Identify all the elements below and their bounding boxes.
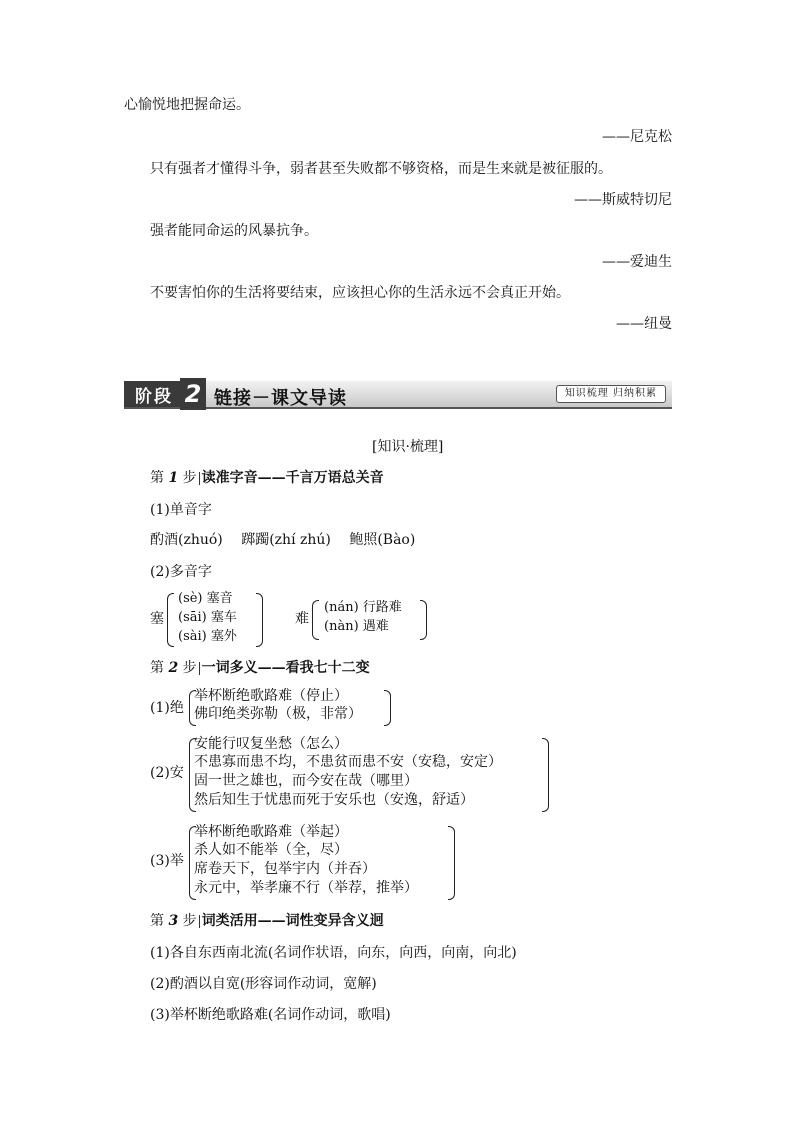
section-title: [知识·梳理] bbox=[372, 439, 444, 455]
polysemy-item: 然后知生于忧患而死于安乐也（安逸，舒适） bbox=[194, 792, 474, 808]
step-suffix: 步 bbox=[182, 660, 197, 676]
single-title: (1)单音字 bbox=[150, 502, 212, 518]
banner-tag: 知识梳理 归纳积累 bbox=[556, 385, 666, 403]
right-brace bbox=[384, 690, 391, 726]
polysemy-item: 举杯断绝歌路难（停止） bbox=[194, 688, 348, 704]
polysemy-item: 杀人如不能举（全，尽） bbox=[194, 842, 348, 858]
polysemy-item: 永元中，举孝廉不行（举荐，推举） bbox=[194, 880, 418, 896]
polysemy-item: 举杯断绝歌路难（举起） bbox=[194, 824, 348, 840]
step-prefix: 第 bbox=[150, 470, 164, 486]
polysemy-item: 安能行叹复坐愁（怎么） bbox=[194, 736, 348, 752]
quote-text: 只有强者才懂得斗争，弱者甚至失败都不够资格，而是生来就是被征服的。 bbox=[150, 161, 612, 177]
sai-item: (sāi) 塞车 bbox=[178, 610, 237, 625]
step-number: 2 bbox=[168, 660, 179, 676]
banner-label: 阶段 bbox=[124, 381, 184, 407]
section-banner bbox=[124, 381, 672, 409]
quote-text: 心愉悦地把握命运。 bbox=[124, 97, 250, 113]
banner-number: 2 bbox=[180, 378, 206, 410]
usage-item: (1)各自东西南北流(名词作状语，向东，向西，向南，向北) bbox=[150, 945, 517, 961]
step-title: 词类活用——词性变异含义迥 bbox=[201, 913, 384, 929]
sai-item: (sè) 塞音 bbox=[178, 591, 233, 606]
step-title: 一词多义——看我七十二变 bbox=[201, 660, 370, 676]
polysemy-label: (2)安 bbox=[150, 765, 184, 781]
right-brace bbox=[256, 593, 263, 647]
step-number: 3 bbox=[168, 913, 179, 929]
step-prefix: 第 bbox=[150, 913, 164, 929]
single-items: 酌酒(zhuó) 踯躅(zhí zhú) 鲍照(Bào) bbox=[150, 532, 416, 548]
step-suffix: 步 bbox=[182, 913, 197, 929]
polysemy-label: (1)绝 bbox=[150, 700, 184, 716]
step1-heading bbox=[150, 471, 384, 485]
nan-item: (nán) 行路难 bbox=[324, 600, 402, 615]
right-brace bbox=[542, 738, 549, 812]
nan-char: 难 bbox=[295, 611, 309, 627]
step2-heading bbox=[150, 661, 370, 675]
step3-heading bbox=[150, 914, 384, 928]
sai-char: 塞 bbox=[150, 611, 164, 627]
sai-item: (sài) 塞外 bbox=[178, 629, 237, 644]
step-suffix: 步 bbox=[182, 470, 197, 486]
step-number: 1 bbox=[168, 470, 179, 486]
nan-item: (nàn) 遇难 bbox=[324, 619, 389, 634]
right-brace bbox=[448, 826, 455, 900]
usage-item: (2)酌酒以自宽(形容词作动词，宽解) bbox=[150, 976, 377, 992]
quote-text: 强者能同命运的风暴抗争。 bbox=[150, 223, 318, 239]
quote-author: ——斯威特切尼 bbox=[574, 192, 672, 208]
quote-author: ——尼克松 bbox=[602, 129, 672, 145]
polysemy-item: 席卷天下，包举宇内（并吞） bbox=[194, 861, 376, 877]
left-brace bbox=[167, 593, 174, 647]
polysemy-item: 固一世之雄也，而今安在哉（哪里） bbox=[194, 773, 418, 789]
step-prefix: 第 bbox=[150, 660, 164, 676]
banner-title: 链接－课文导读 bbox=[214, 388, 347, 409]
right-brace bbox=[420, 600, 427, 640]
polysemy-label: (3)举 bbox=[150, 853, 184, 869]
usage-item: (3)举杯断绝歌路难(名词作动词，歌唱) bbox=[150, 1007, 391, 1023]
quote-author: ——爱迪生 bbox=[602, 254, 672, 270]
quote-author: ——纽曼 bbox=[616, 316, 672, 332]
polysemy-item: 不患寡而患不均，不患贫而患不安（安稳，安定） bbox=[194, 754, 502, 770]
quote-text: 不要害怕你的生活将要结束，应该担心你的生活永远不会真正开始。 bbox=[150, 285, 570, 301]
polysemy-item: 佛印绝类弥勒（极，非常） bbox=[194, 706, 362, 722]
multi-title: (2)多音字 bbox=[150, 564, 212, 580]
step-title: 读准字音——千言万语总关音 bbox=[201, 470, 384, 486]
left-brace bbox=[312, 600, 319, 640]
